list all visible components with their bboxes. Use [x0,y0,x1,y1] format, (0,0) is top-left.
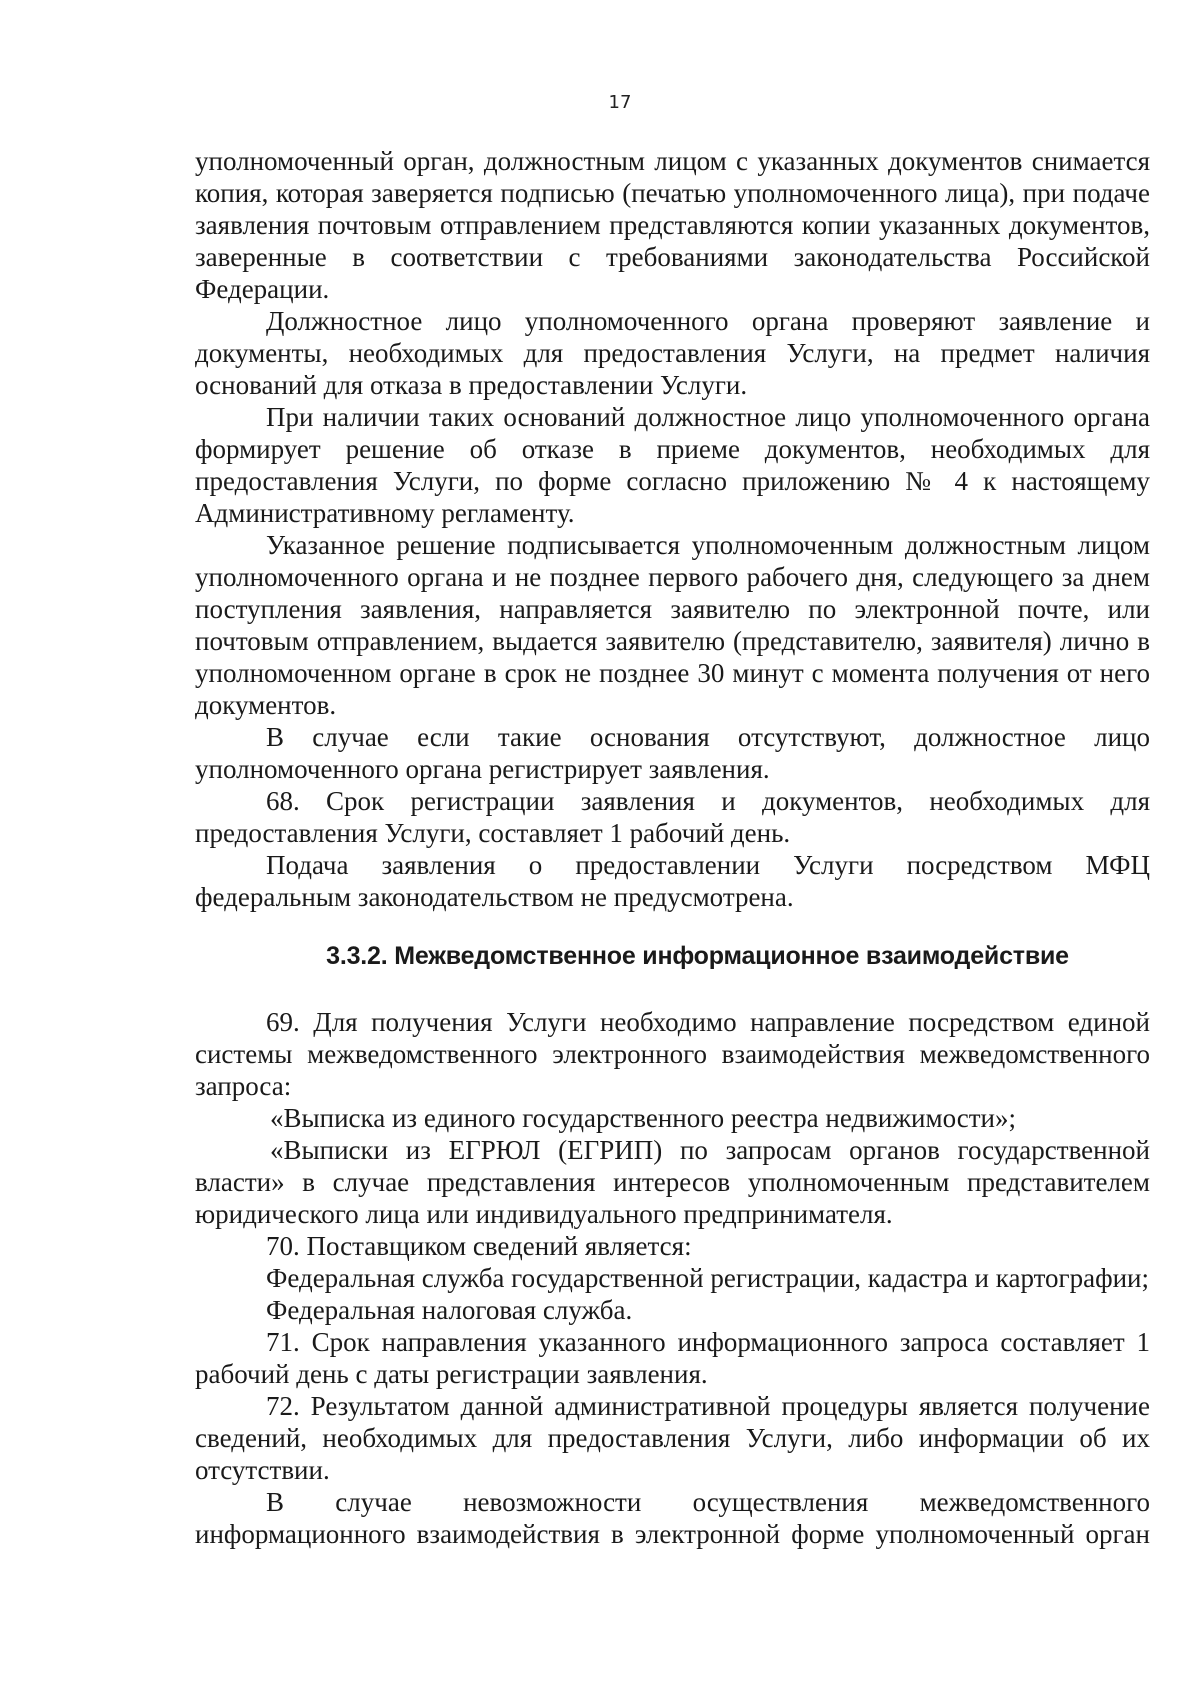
quote-egrn: «Выписка из единого государственного реестра недвижимости»; [270,1103,1016,1133]
paragraph-mfc: Подача заявления о предоставлении Услуги посредством МФЦ федеральным законодательством не предусмотрена. [195,850,1150,912]
paragraph-decision-signing: Указанное решение подписывается уполномоченным должностным лицом уполномоченного органа и не позднее первого рабочего дня, следующего за днем поступления заявления, направляется заявителю по электронной почте, или почтовым отправлением, выдается заявителю (представителю, заявителя) лично в уполномоченном органе в срок не позднее 30 минут с момента получения от него документов. [195,530,1150,720]
quote-egrul: «Выписки из ЕГРЮЛ (ЕГРИП) по запросам органов государственной власти» в случае представления интересов уполномоченным представителем юридического лица или индивидуального предпринимателя. [195,1135,1150,1229]
document-body [195,145,1150,1550]
paragraph-no-grounds: В случае если такие основания отсутствуют, должностное лицо уполномоченного органа регистрирует заявления. [195,722,1150,784]
paragraph-refusal-decision: При наличии таких оснований должностное лицо уполномоченного органа формирует решение об отказе в приеме документов, необходимых для предоставления Услуги, по форме согласно приложению № 4 к настоящему Административному регламенту. [195,402,1150,528]
page-number: 17 [608,92,632,113]
paragraph-69: 69. Для получения Услуги необходимо направление посредством единой системы межведомственного электронного взаимодействия межведомственного запроса: [195,1007,1150,1101]
paragraph-impossibility: В случае невозможности осуществления межведомственного информационного взаимодействия в электронной форме уполномоченный орган [195,1487,1150,1549]
paragraph-68: 68. Срок регистрации заявления и документов, необходимых для предоставления Услуги, составляет 1 рабочий день. [195,786,1150,848]
section-heading: 3.3.2. Межведомственное информационное взаимодействие [326,942,1069,970]
paragraph-71: 71. Срок направления указанного информационного запроса составляет 1 рабочий день с даты регистрации заявления. [195,1327,1150,1389]
list-item-fns: Федеральная налоговая служба. [266,1295,633,1325]
paragraph-70: 70. Поставщиком сведений является: [266,1231,692,1261]
paragraph-72: 72. Результатом данной административной процедуры является получение сведений, необходимых для предоставления Услуги, либо информации об их отсутствии. [195,1391,1150,1485]
paragraph-continuation: уполномоченный орган, должностным лицом с указанных документов снимается копия, которая заверяется подписью (печатью уполномоченного лица), при подаче заявления почтовым отправлением представляются копии указанных документов, заверенные в соответствии с требованиями законодательства Российской Федерации. [195,146,1150,304]
list-item-rosreestr: Федеральная служба государственной регистрации, кадастра и картографии; [266,1263,1149,1293]
paragraph-official-check: Должностное лицо уполномоченного органа проверяют заявление и документы, необходимых для предоставления Услуги, на предмет наличия оснований для отказа в предоставлении Услуги. [195,306,1150,400]
